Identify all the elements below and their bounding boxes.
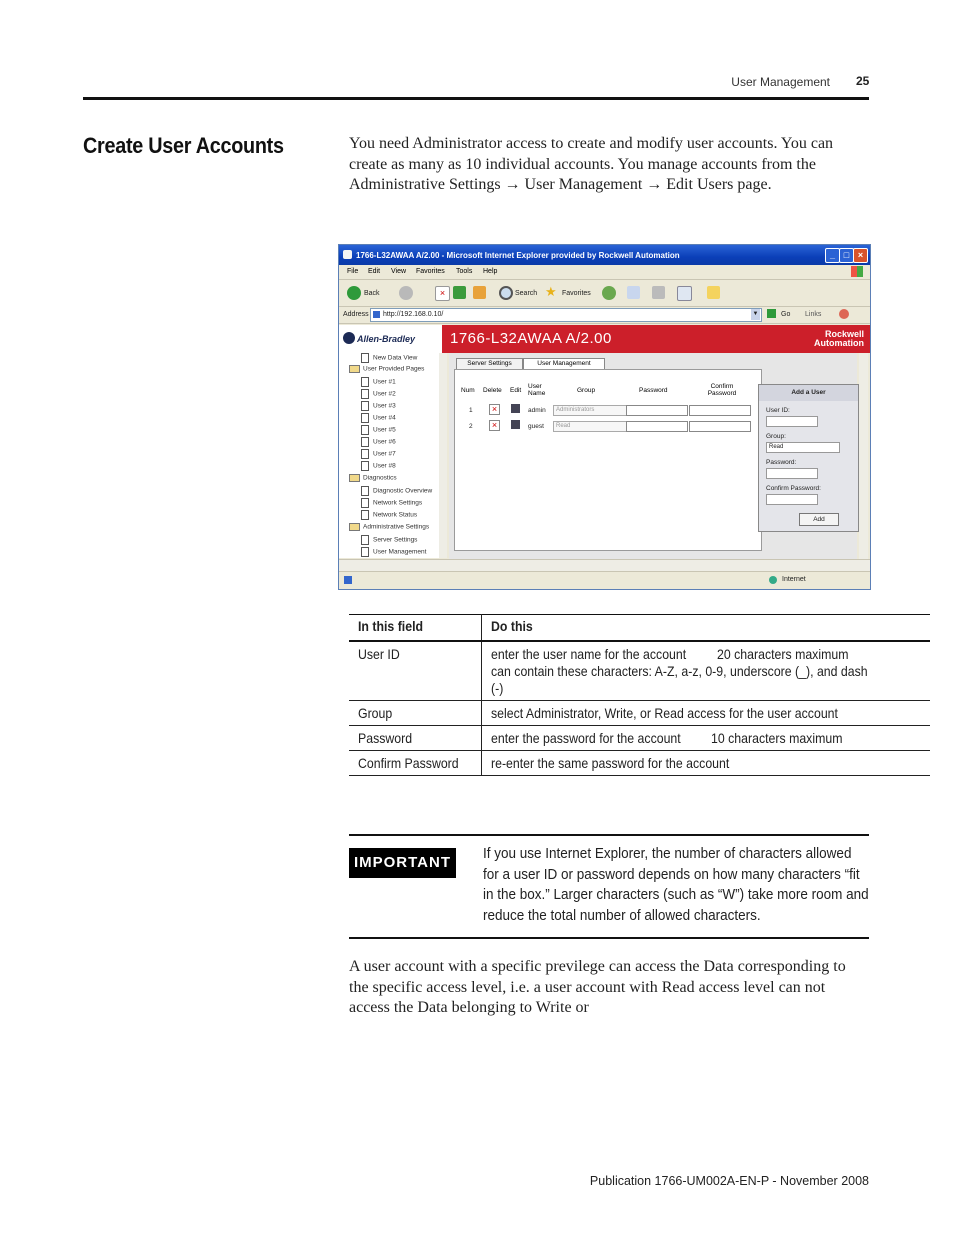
row2-confirm-input[interactable]: [689, 421, 751, 432]
row2-password-input[interactable]: [626, 421, 688, 432]
ab-logo-icon: [343, 332, 355, 344]
folder-icon[interactable]: [707, 286, 720, 299]
field-table: [349, 614, 930, 776]
header-rule: [83, 97, 869, 100]
tree-item[interactable]: User #2: [361, 389, 396, 399]
row1-user: admin: [528, 407, 546, 414]
tree-item[interactable]: User Management: [361, 547, 426, 557]
table-row: Group select Administrator, Write, or Read access for the user account: [349, 701, 930, 726]
edit-icon[interactable]: [511, 420, 520, 429]
search-label[interactable]: Search: [515, 290, 538, 297]
userid-label: User ID:: [766, 407, 790, 414]
page-status-icon: [344, 576, 352, 584]
address-input[interactable]: [370, 308, 762, 322]
col-group: Group: [577, 387, 596, 394]
model-title: 1766-L32AWAA A/2.00: [450, 330, 612, 347]
ie-icon: [343, 250, 352, 259]
tree-folder[interactable]: Administrative Settings: [349, 523, 429, 531]
address-value: http://192.168.0.10/: [383, 311, 444, 318]
menu-file[interactable]: File: [347, 268, 359, 275]
col-confirm-password: Confirm Password: [707, 383, 737, 397]
tree-item[interactable]: User #6: [361, 437, 396, 447]
back-label[interactable]: Back: [364, 290, 380, 297]
row2-group-select[interactable]: Read: [553, 421, 627, 432]
address-label: Address: [343, 311, 369, 318]
menu-view[interactable]: View: [391, 268, 407, 275]
tree-item[interactable]: User #8: [361, 461, 396, 471]
confirm-password-label: Confirm Password:: [766, 485, 821, 492]
content-scrollbar[interactable]: [859, 353, 868, 559]
page-icon: [373, 311, 380, 318]
media-icon[interactable]: [602, 286, 616, 300]
row1-confirm-input[interactable]: [689, 405, 751, 416]
row1-password-input[interactable]: [626, 405, 688, 416]
tab-user-management[interactable]: User Management: [523, 358, 605, 369]
col-password: Password: [639, 387, 668, 394]
globe-icon: [769, 576, 777, 584]
important-text: If you use Internet Explorer, the number of characters allowed for a user ID or password depends on how many characters “fit in the box.” Larger characters (such as “W”) take more room and reduce the total number of allowed characters.: [483, 845, 869, 924]
tree-item[interactable]: Diagnostic Overview: [361, 486, 432, 496]
back-icon[interactable]: [347, 286, 361, 300]
tab-server-settings[interactable]: Server Settings: [456, 358, 523, 370]
folder-icon: [349, 523, 360, 531]
tree-folder[interactable]: User Provided Pages: [349, 365, 424, 373]
tools-icon[interactable]: [839, 309, 849, 319]
delete-icon[interactable]: ×: [489, 404, 500, 415]
col-num: Num: [461, 387, 475, 394]
maximize-icon[interactable]: □: [839, 248, 854, 263]
page-banner: [339, 325, 870, 353]
running-header-section: User Management: [731, 75, 830, 89]
row1-num: 1: [469, 407, 473, 414]
tree-item[interactable]: User #5: [361, 425, 396, 435]
forward-icon[interactable]: [399, 286, 413, 300]
add-user-title: Add a User: [759, 385, 858, 401]
intro-paragraph: You need Administrator access to create and modify user accounts. You can create as many as 10 individual accounts. You manage accounts from the Administrative Settings → User Management → Edit Users page.: [349, 135, 834, 193]
page-number: 25: [856, 74, 870, 88]
menu-edit[interactable]: Edit: [368, 268, 381, 275]
menu-favorites[interactable]: Favorites: [416, 268, 445, 275]
edit-icon[interactable]: [511, 404, 520, 413]
browser-screenshot: [338, 244, 871, 590]
folder-icon: [349, 474, 360, 482]
folder-icon: [349, 365, 360, 373]
edit-page-icon[interactable]: [677, 286, 692, 301]
stop-icon[interactable]: ×: [435, 286, 450, 301]
password-label: Password:: [766, 459, 797, 466]
section-title: Create User Accounts: [83, 133, 284, 158]
address-dropdown-icon[interactable]: ▼: [751, 309, 760, 320]
tree-item[interactable]: User #1: [361, 377, 396, 387]
close-icon[interactable]: ×: [853, 248, 868, 263]
tree-folder[interactable]: Diagnostics: [349, 474, 397, 482]
important-top-rule: [349, 834, 869, 836]
favorites-star-icon[interactable]: ★: [545, 284, 557, 299]
row2-num: 2: [469, 423, 473, 430]
menu-tools[interactable]: Tools: [456, 268, 473, 275]
window-titlebar: [339, 245, 870, 265]
tree-item[interactable]: User #4: [361, 413, 396, 423]
menu-bar: [339, 265, 870, 280]
table-header-field: In this field: [349, 615, 482, 642]
tree-item[interactable]: Network Settings: [361, 498, 422, 508]
print-icon[interactable]: [652, 286, 665, 299]
add-user-panel: [758, 384, 859, 532]
navigation-tree: [339, 353, 440, 558]
table-row: Confirm Password re-enter the same password for the account: [349, 751, 930, 776]
tree-scrollbar[interactable]: [439, 353, 447, 558]
add-button[interactable]: Add: [799, 513, 839, 526]
links-label[interactable]: Links: [805, 311, 822, 318]
search-icon[interactable]: [499, 286, 513, 300]
important-badge: IMPORTANT: [349, 848, 456, 878]
group-select[interactable]: Read: [766, 442, 840, 453]
publication-footer: Publication 1766-UM002A-EN-P - November 2008: [589, 1174, 869, 1188]
group-label: Group:: [766, 433, 786, 440]
delete-icon[interactable]: ×: [489, 420, 500, 431]
rockwell-logo: Rockwell Automation: [814, 329, 864, 348]
tree-item[interactable]: Server Settings: [361, 535, 417, 545]
important-bottom-rule: [349, 937, 869, 939]
userid-input[interactable]: [766, 416, 818, 427]
horizontal-scrollbar[interactable]: [339, 559, 870, 571]
minimize-icon[interactable]: _: [825, 248, 840, 263]
favorites-label[interactable]: Favorites: [562, 290, 591, 297]
col-user-name: User Name: [528, 383, 546, 397]
go-arrow-icon[interactable]: [767, 309, 776, 318]
row1-group-select[interactable]: Administrators: [553, 405, 627, 416]
windows-logo-icon: [851, 266, 863, 277]
zone-label: Internet: [782, 576, 806, 583]
menu-help[interactable]: Help: [483, 268, 498, 275]
body-paragraph: A user account with a specific previlege can access the Data corresponding to the specific access level, i.e. a user account with Read access level can not access the Data belonging to Write or: [349, 958, 846, 1016]
refresh-icon[interactable]: [453, 286, 466, 299]
table-row: User ID enter the user name for the account 20 characters maximum can contain these characters: A-Z, a-z, 0-9, underscore (_), and dash (-): [349, 641, 930, 701]
tree-item[interactable]: User #3: [361, 401, 396, 411]
address-bar: [339, 307, 870, 324]
tree-item[interactable]: User #7: [361, 449, 396, 459]
home-icon[interactable]: [473, 286, 486, 299]
brand-name: Allen-Bradley: [357, 334, 416, 344]
status-bar: [339, 571, 870, 589]
tree-item[interactable]: Network Status: [361, 510, 417, 520]
browser-toolbar: [339, 280, 870, 307]
row2-user: guest: [528, 423, 544, 430]
window-title: 1766-L32AWAA A/2.00 - Microsoft Internet Explorer provided by Rockwell Automation: [356, 251, 680, 260]
go-button[interactable]: Go: [781, 311, 791, 318]
col-edit: Edit: [510, 387, 522, 394]
password-input[interactable]: [766, 468, 818, 479]
table-header-action: Do this: [482, 615, 931, 642]
tree-item[interactable]: New Data View: [361, 353, 417, 363]
table-row: Password enter the password for the account 10 characters maximum: [349, 726, 930, 751]
col-delete: Delete: [483, 387, 502, 394]
confirm-password-input[interactable]: [766, 494, 818, 505]
mail-icon[interactable]: [627, 286, 640, 299]
